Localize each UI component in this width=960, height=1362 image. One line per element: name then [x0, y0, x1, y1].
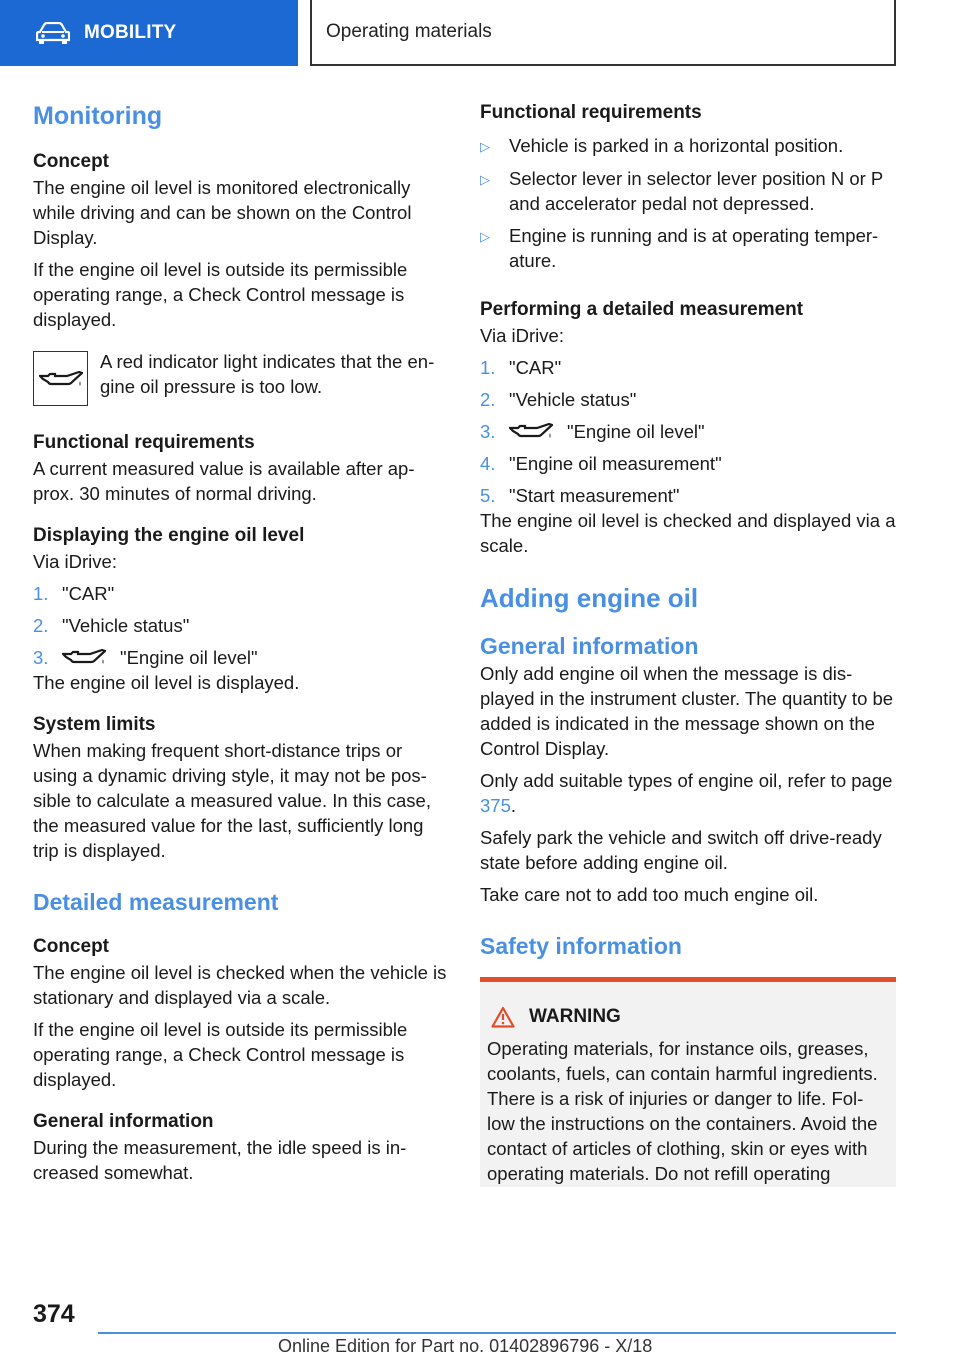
subheading-concept: Concept — [33, 151, 109, 172]
section-label: MOBILITY — [84, 22, 177, 43]
warning-triangle-icon — [491, 1006, 515, 1028]
requirement-text: Selector lever in selector lever position N or P and accelerator pedal not depressed. — [509, 168, 883, 214]
concept-paragraph-2: If the engine oil level is outside its permissible operating range, a Check Control message is displayed. — [33, 259, 408, 330]
step-text: "Start measurement" — [509, 485, 680, 506]
step-number: 4. — [480, 453, 496, 474]
detailed-concept-paragraph-2: If the engine oil level is outside its permissible operating range, a Check Control message is displayed. — [33, 1019, 408, 1090]
car-icon — [36, 22, 70, 44]
list-item — [480, 419, 896, 444]
warning-title — [487, 1004, 889, 1030]
subheading-system-limits: System limits — [33, 714, 156, 735]
subheading-displaying-oil-level: Displaying the engine oil level — [33, 525, 305, 546]
detailed-concept-paragraph-1: The engine oil level is checked when the vehicle is stationary and displayed via a scale. — [33, 962, 447, 1008]
step-number: 2. — [480, 389, 496, 410]
requirement-text: Engine is running and is at operating temper-ature. — [509, 225, 879, 271]
general-paragraph-2-end: . — [510, 795, 517, 816]
general-paragraph-4: Take care not to add too much engine oil. — [480, 884, 819, 905]
indicator-text: A red indicator light indicates that the en-gine oil pressure is too low. — [100, 351, 435, 397]
list-item — [480, 166, 896, 216]
list-item — [480, 387, 896, 412]
step-text: "CAR" — [509, 357, 562, 378]
subheading-functional-requirements-right: Functional requirements — [480, 102, 702, 123]
page-number: 374 — [33, 1300, 75, 1328]
chapter-tab[interactable] — [310, 0, 896, 66]
heading-monitoring: Monitoring — [33, 102, 163, 130]
indicator-note — [33, 349, 448, 406]
step-number: 1. — [480, 357, 496, 378]
general-paragraph-2 — [480, 768, 896, 818]
display-via-text: Via iDrive: — [33, 551, 117, 572]
concept-paragraph-1: The engine oil level is monitored electronically while driving and can be shown on the Control Display. — [33, 177, 412, 248]
list-item — [33, 613, 448, 638]
heading-detailed-measurement: Detailed measurement — [33, 889, 279, 915]
list-item — [480, 483, 896, 508]
requirements-list — [480, 133, 896, 273]
functional-requirements-paragraph: A current measured value is available after ap-prox. 30 minutes of normal driving. — [33, 458, 415, 504]
perform-via-text: Via iDrive: — [480, 325, 564, 346]
general-paragraph-3: Safely park the vehicle and switch off drive-ready state before adding engine oil. — [480, 827, 882, 873]
step-text: "Engine oil measurement" — [509, 453, 722, 474]
step-number: 1. — [33, 583, 49, 604]
bullet-marker: ▷ — [480, 229, 490, 244]
warning-box — [480, 977, 896, 1187]
step-number: 5. — [480, 485, 496, 506]
requirement-text: Vehicle is parked in a horizontal position. — [509, 135, 844, 156]
subheading-performing-measurement: Performing a detailed measurement — [480, 299, 804, 320]
page-reference-link[interactable]: 375 — [480, 795, 511, 816]
step-text: "Engine oil level" — [120, 647, 258, 668]
system-limits-paragraph: When making frequent short-distance trips or using a dynamic driving style, it may not be pos-sible to calculate a measured value. In this case, the measured value for the last, sufficiently long trip is displayed. — [33, 740, 431, 861]
step-number: 3. — [480, 421, 496, 442]
general-paragraph-1: Only add engine oil when the message is dis-played in the instrument cluster. The quantity to be added is indicated in the message shown on the Control Display. — [480, 663, 894, 759]
subheading-detailed-concept: Concept — [33, 936, 109, 957]
list-item — [33, 645, 448, 670]
subheading-functional-requirements: Functional requirements — [33, 432, 255, 453]
step-text: "Vehicle status" — [509, 389, 637, 410]
step-number: 2. — [33, 615, 49, 636]
heading-general-information: General information — [480, 633, 699, 659]
section-tab[interactable] — [0, 0, 298, 66]
step-text: "Vehicle status" — [62, 615, 190, 636]
measurement-steps-list — [480, 355, 896, 508]
oil-can-icon — [62, 647, 106, 667]
step-number: 3. — [33, 647, 49, 668]
subheading-general-information: General information — [33, 1111, 214, 1132]
general-paragraph-2-text: Only add suitable types of engine oil, refer to page — [480, 770, 893, 791]
page-header — [0, 0, 960, 66]
perform-result: The engine oil level is checked and displayed via a scale. — [480, 510, 896, 556]
oil-can-icon — [39, 369, 83, 389]
heading-adding-engine-oil: Adding engine oil — [480, 583, 699, 613]
general-information-paragraph: During the measurement, the idle speed is in-creased somewhat. — [33, 1137, 407, 1183]
list-item — [480, 223, 896, 273]
display-result: The engine oil level is displayed. — [33, 672, 300, 693]
warning-label: WARNING — [529, 1006, 621, 1027]
list-item — [33, 581, 448, 606]
step-text: "Engine oil level" — [567, 421, 705, 442]
right-column — [480, 100, 896, 1187]
list-item — [480, 451, 896, 476]
list-item — [480, 355, 896, 380]
display-steps-list — [33, 581, 448, 670]
oil-can-icon — [509, 421, 553, 441]
footer-edition: Online Edition for Part no. 01402896796 - X/18 — [278, 1336, 653, 1356]
indicator-light-box — [33, 351, 88, 406]
chapter-label: Operating materials — [326, 21, 492, 42]
bullet-marker: ▷ — [480, 139, 490, 154]
left-column — [33, 100, 448, 1185]
bullet-marker: ▷ — [480, 172, 490, 187]
heading-safety-information: Safety information — [480, 933, 682, 959]
list-item — [480, 133, 896, 159]
footer-divider — [98, 1332, 896, 1334]
step-text: "CAR" — [62, 583, 115, 604]
warning-text: Operating materials, for instance oils, greases, coolants, fuels, can contain harmful ingredients. There is a risk of injuries or danger to life. Fol-low the instructions on the containers. Avoid the contact of articles of clothing, skin or eyes with operating materials. Do not refill operating — [487, 1038, 878, 1184]
